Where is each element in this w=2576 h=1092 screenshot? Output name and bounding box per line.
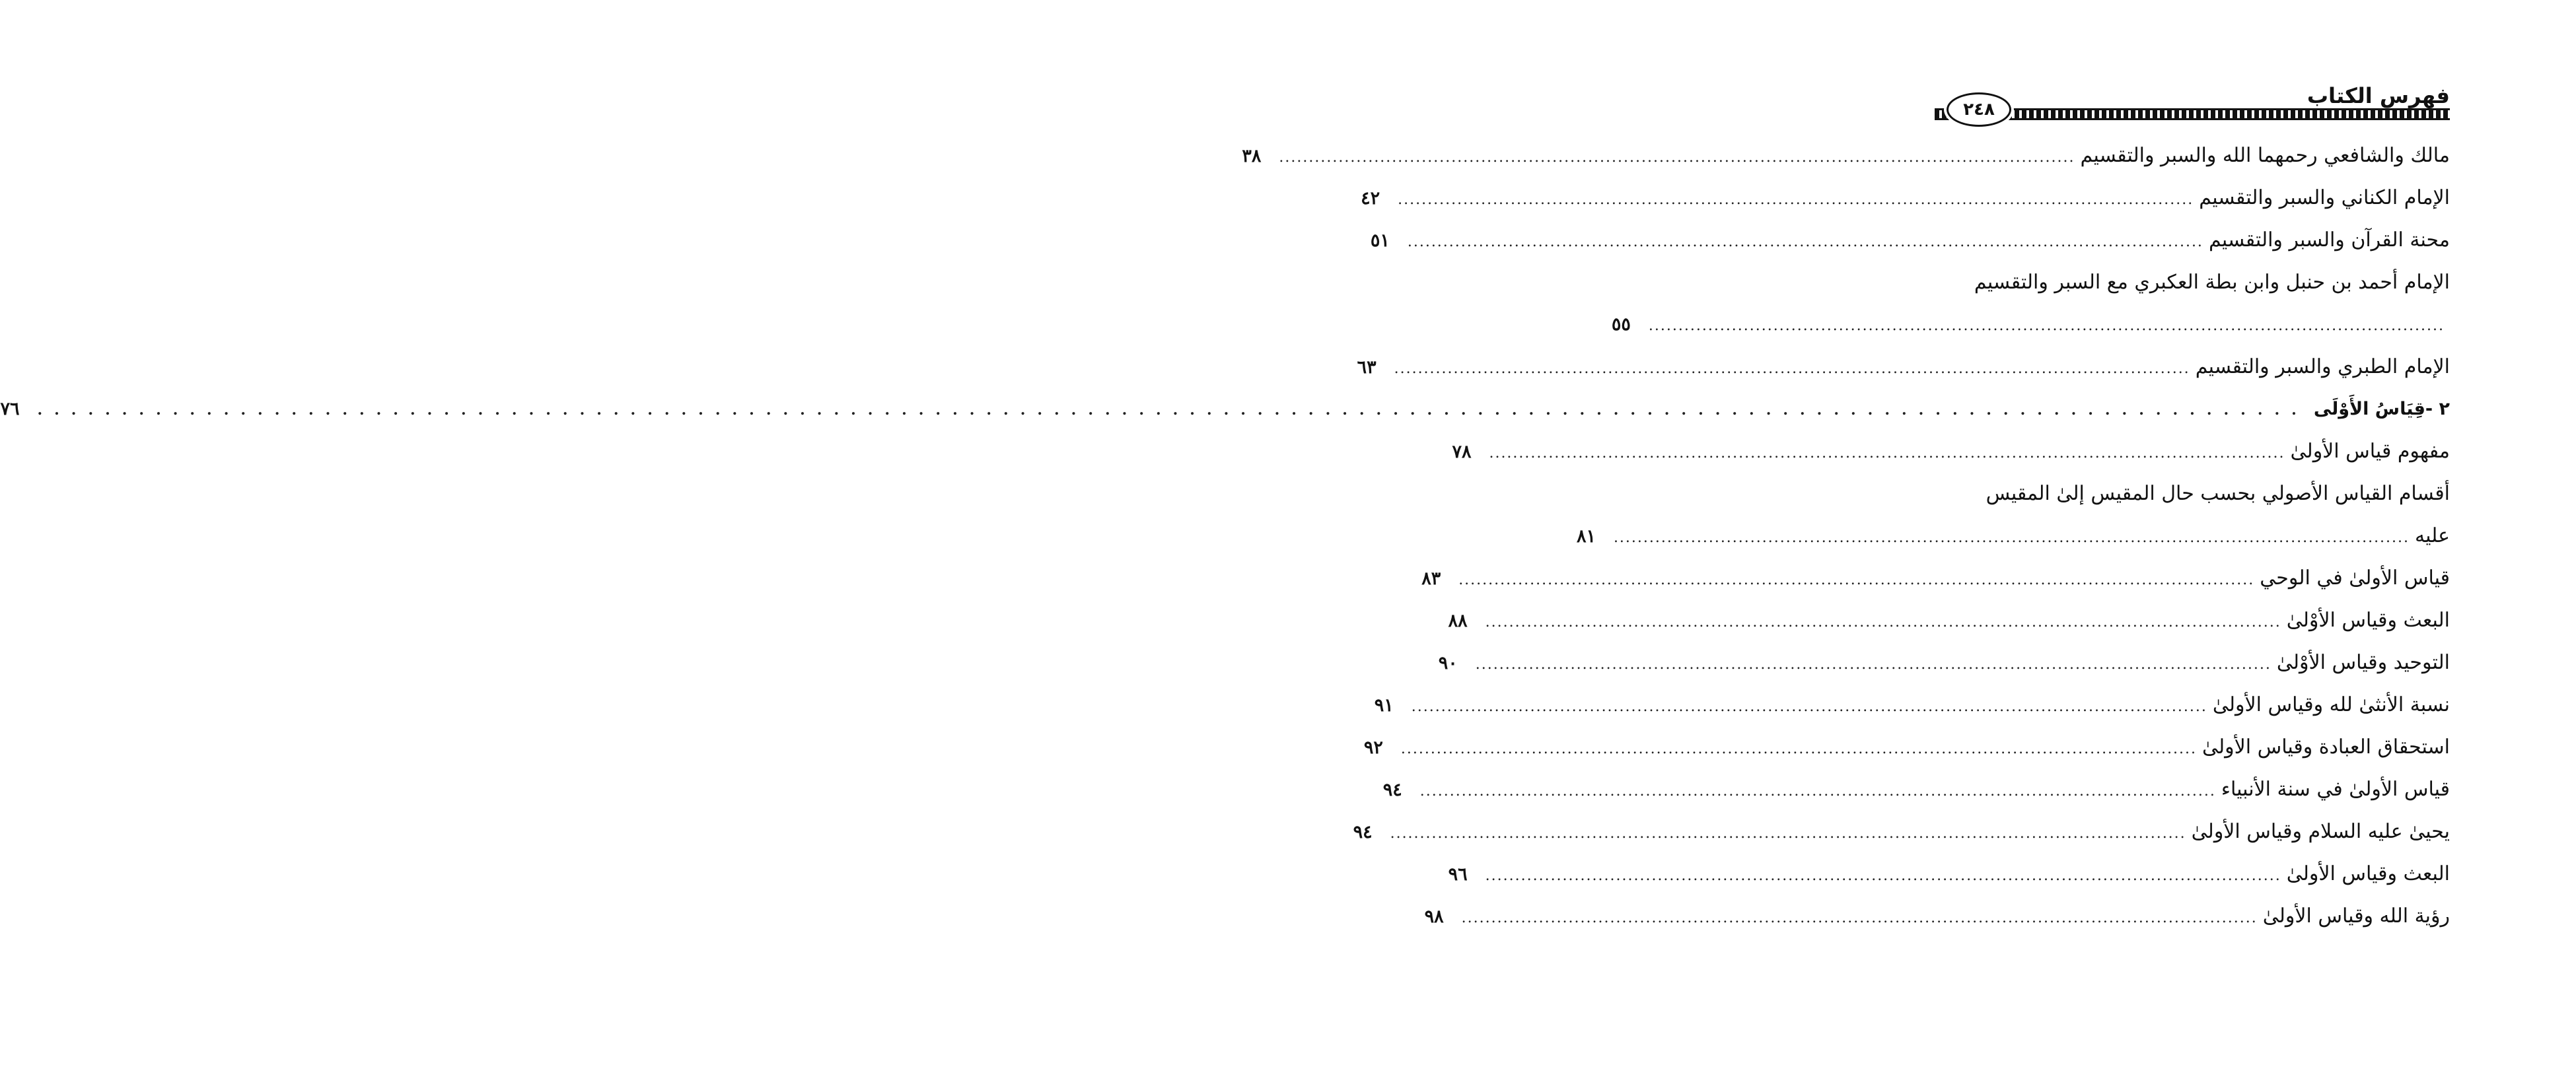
- toc-entry-page: ٩٤: [1382, 780, 1402, 800]
- toc-entry[interactable]: [1424, 895, 2450, 938]
- page-number-badge: ٢٤٨: [1947, 92, 2011, 127]
- toc-entry-page: ٣٨: [1242, 146, 1262, 166]
- toc-entry-title: يحيىٰ عليه السلام وقياس الأولىٰ: [2191, 820, 2450, 843]
- toc-entry[interactable]: [1382, 768, 2450, 811]
- toc-entry[interactable]: [1448, 599, 2450, 642]
- toc-entry-title: الإمام الطبري والسبر والتقسيم: [2195, 355, 2450, 378]
- toc-entry-title: مالك والشافعي رحمهما الله والسبر والتقسيم: [2080, 144, 2450, 167]
- leader-dots: ......................................................................................................................................: [1407, 234, 2203, 250]
- toc-entry-page: ٩٤: [1353, 822, 1373, 842]
- toc-entry-page: ٩٢: [1363, 737, 1383, 758]
- header-ornament-divider: [1935, 108, 2450, 120]
- toc-entry-page: ٨١: [1576, 526, 1596, 547]
- toc-entry-multiline[interactable]: [1611, 261, 2450, 346]
- toc-entry-page: ٧٦: [0, 399, 20, 419]
- toc-entry-title: التوحيد وقياس الأوْلىٰ: [2276, 651, 2450, 674]
- toc-entry[interactable]: [1421, 557, 2450, 599]
- toc-entry-page: ٩٦: [1448, 864, 1468, 885]
- toc-entry-page: ٨٨: [1448, 611, 1468, 631]
- toc-entry-title-continued: عليه: [2415, 524, 2450, 547]
- toc-entry-title: مفهوم قياس الأولىٰ: [2290, 440, 2450, 463]
- leader-dots: ......................................................................................................................................: [1648, 318, 2445, 334]
- toc-entry[interactable]: [1363, 726, 2450, 768]
- toc-section-heading[interactable]: [0, 388, 2450, 430]
- leader-dots: ......................................................................................................................................: [1419, 783, 2216, 800]
- leader-dots: ......................................................................................................................................: [37, 401, 2308, 419]
- toc-entry-line: [1611, 304, 2450, 346]
- header-title: فهرس الكتاب: [2307, 83, 2450, 108]
- toc-entry[interactable]: [1448, 853, 2450, 895]
- toc-entry[interactable]: [1242, 135, 2450, 177]
- leader-dots: ......................................................................................................................................: [1400, 741, 2197, 757]
- toc-entry-title: رؤية الله وقياس الأولىٰ: [2262, 904, 2450, 928]
- page-header: [1935, 78, 2450, 131]
- leader-dots: ......................................................................................................................................: [1390, 825, 2186, 842]
- toc-entry[interactable]: [1353, 811, 2450, 853]
- toc-entry-page: ٤٢: [1361, 188, 1380, 209]
- toc-entry-line: [1935, 473, 2450, 515]
- leader-dots: ......................................................................................................................................: [1394, 360, 2190, 377]
- toc-entry-title: قياس الأولىٰ في سنة الأنبياء: [2221, 778, 2450, 801]
- toc-entry-title: نسبة الأنثىٰ لله وقياس الأولىٰ: [2212, 693, 2450, 716]
- toc-entry[interactable]: [1370, 219, 2450, 261]
- toc-entry[interactable]: [1361, 177, 2450, 219]
- toc-entry-multiline[interactable]: [1576, 473, 2450, 557]
- toc-entry-title: البعث وقياس الأولىٰ: [2286, 862, 2450, 885]
- table-of-contents: [0, 135, 2450, 938]
- toc-entry-page: ٩٨: [1424, 906, 1444, 927]
- toc-entry-title: استحقاق العبادة وقياس الأولىٰ: [2201, 735, 2450, 759]
- toc-entry-page: ٥٥: [1611, 314, 1631, 335]
- section-heading-title: ٢ -قِيَاسُ الأَوْلَى: [2313, 399, 2450, 419]
- toc-entry-page: ٩٠: [1438, 653, 1458, 673]
- leader-dots: ......................................................................................................................................: [1485, 614, 2281, 631]
- leader-dots: ......................................................................................................................................: [1613, 529, 2410, 546]
- toc-entry[interactable]: [1374, 684, 2450, 726]
- toc-entry-page: ٦٣: [1357, 357, 1377, 378]
- leader-dots: ......................................................................................................................................: [1489, 445, 2285, 461]
- leader-dots: ......................................................................................................................................: [1458, 572, 2255, 588]
- toc-entry-title: قياس الأولىٰ في الوحي: [2260, 566, 2450, 590]
- toc-entry-page: ٥١: [1370, 230, 1390, 251]
- toc-entry[interactable]: [1438, 642, 2450, 684]
- toc-entry-page: ٩١: [1374, 695, 1394, 716]
- leader-dots: ......................................................................................................................................: [1461, 910, 2258, 926]
- toc-entry-page: ٨٣: [1421, 568, 1441, 589]
- toc-entry-title: محنة القرآن والسبر والتقسيم: [2208, 228, 2450, 252]
- toc-entry[interactable]: [1357, 346, 2450, 388]
- leader-dots: ......................................................................................................................................: [1411, 699, 2207, 715]
- leader-dots: ......................................................................................................................................: [1398, 191, 2194, 208]
- toc-entry-page: ٧٨: [1452, 442, 1472, 462]
- leader-dots: ......................................................................................................................................: [1485, 868, 2281, 884]
- leader-dots: ......................................................................................................................................: [1279, 149, 2075, 166]
- toc-entry-line: [1935, 261, 2450, 304]
- leader-dots: ......................................................................................................................................: [1475, 656, 2272, 673]
- toc-entry-title: الإمام الكناني والسبر والتقسيم: [2199, 186, 2450, 209]
- toc-entry-title: الإمام أحمد بن حنبل وابن بطة العكبري مع السبر والتقسيم: [1974, 271, 2450, 294]
- toc-entry[interactable]: [1452, 430, 2450, 473]
- toc-entry-line: [1576, 515, 2450, 557]
- toc-entry-title: أقسام القياس الأصولي بحسب حال المقيس إلىٰ المقيس: [1986, 482, 2450, 505]
- toc-entry-title: البعث وقياس الأوْلىٰ: [2286, 609, 2450, 632]
